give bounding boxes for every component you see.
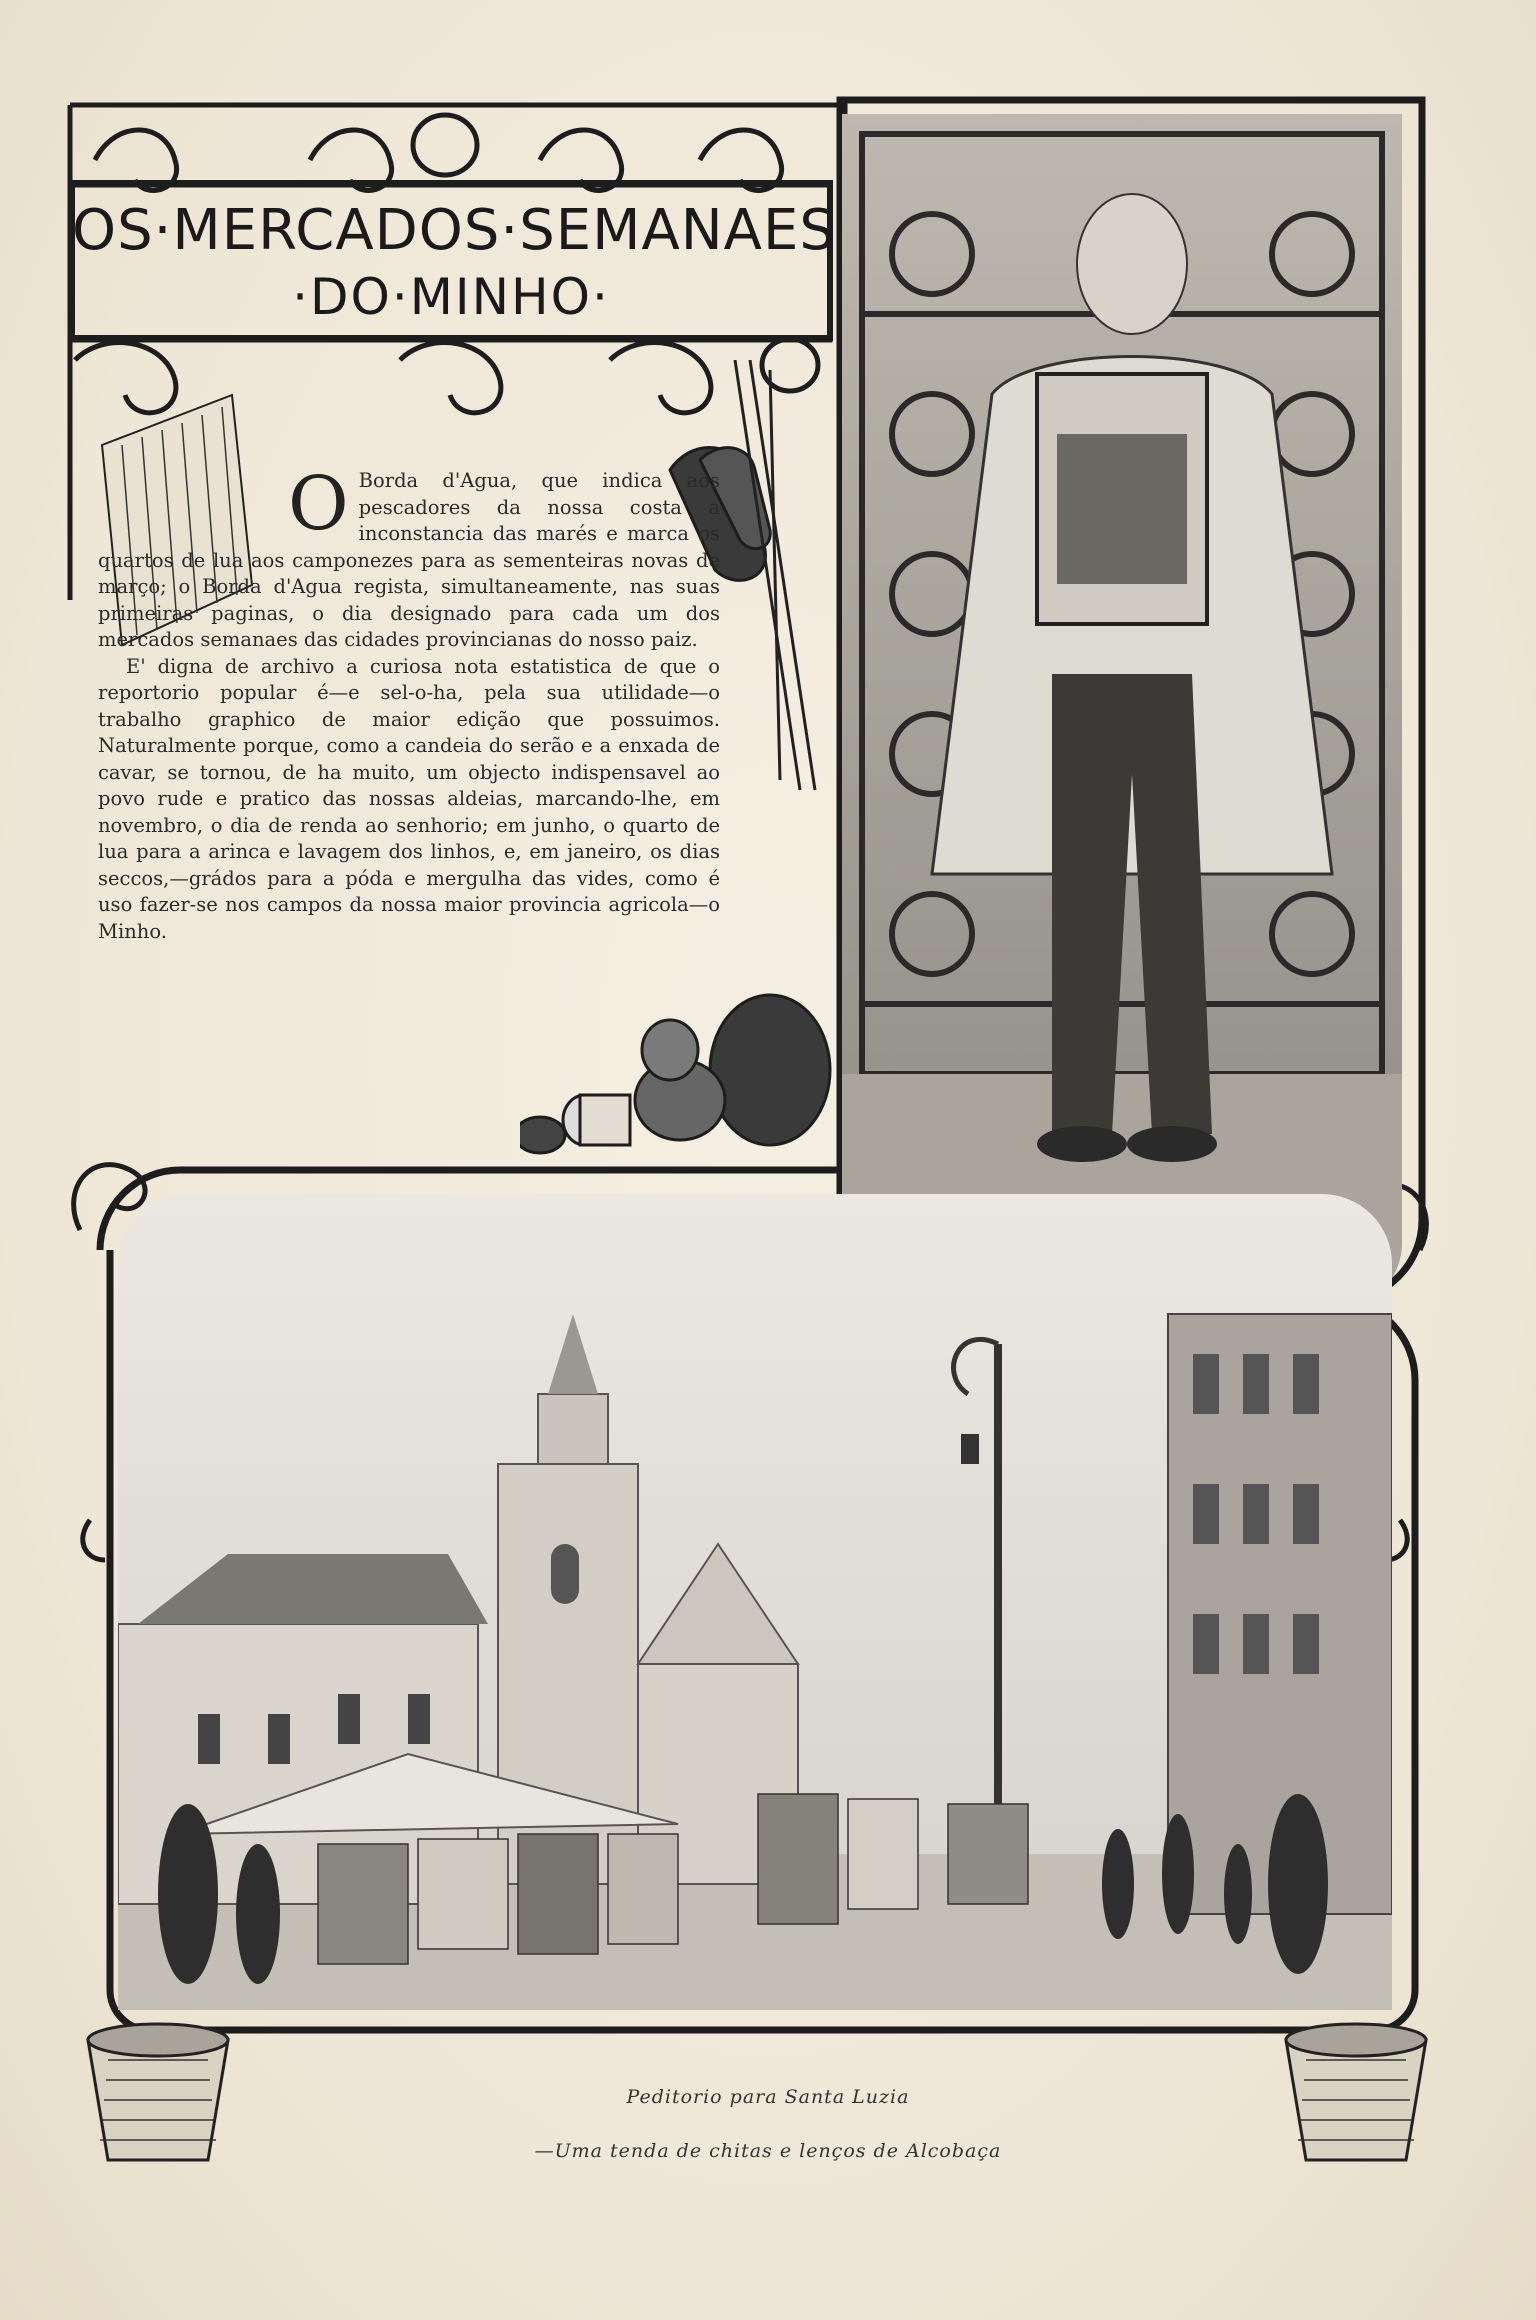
page-subtitle: ·DO·MINHO·: [292, 268, 610, 326]
pottery-illustration: [520, 930, 840, 1160]
article-body: [98, 461, 720, 945]
article-paragraph-2: E' digna de archivo a curiosa nota estatistica de que o reportorio popular é—e sel-o-ha, pela sua utilidade—o trabalho graphico de maior edição que possuimos. Naturalmente porque, como a candeia do serão e a enxada de cavar, se tornou, de ha muito, um objecto indispensavel ao povo rude e pratico das nossas aldeias, marcando-lhe, em novembro, o dia de renda ao senhorio; em junho, o quarto de lua para a arinca e lavagem dos linhos, e, em janeiro, os dias seccos,—grádos para a póda e mergulha das vides, como é uso fazer-se nos campos da nossa maior provincia agricola—o Minho.: [98, 654, 720, 943]
portrait-photo: [842, 114, 1402, 1312]
caption-portrait: Peditorio para Santa Luzia: [626, 2086, 910, 2108]
market-photo: [118, 1194, 1392, 2010]
title-block: [72, 184, 836, 336]
page-title: OS·MERCADOS·SEMANAES: [72, 198, 836, 263]
drop-cap: O: [288, 461, 349, 547]
caption-market: —Uma tenda de chitas e lenços de Alcobaça: [534, 2140, 1002, 2162]
article-paragraph-1: Borda d'Agua, que indica aos pescadores da nossa costa a inconstancia das marés e marca os quartos de lua aos camponezes para as sementeiras novas de março; o Borda d'Agua regista, simultaneamente, nas suas primeiras paginas, o dia designado para cada um dos mercados semanaes das cidades provincianas do nosso paiz.: [98, 469, 720, 651]
photo-market-square: [118, 1194, 1392, 2010]
photo-man-with-box: [842, 114, 1402, 1312]
